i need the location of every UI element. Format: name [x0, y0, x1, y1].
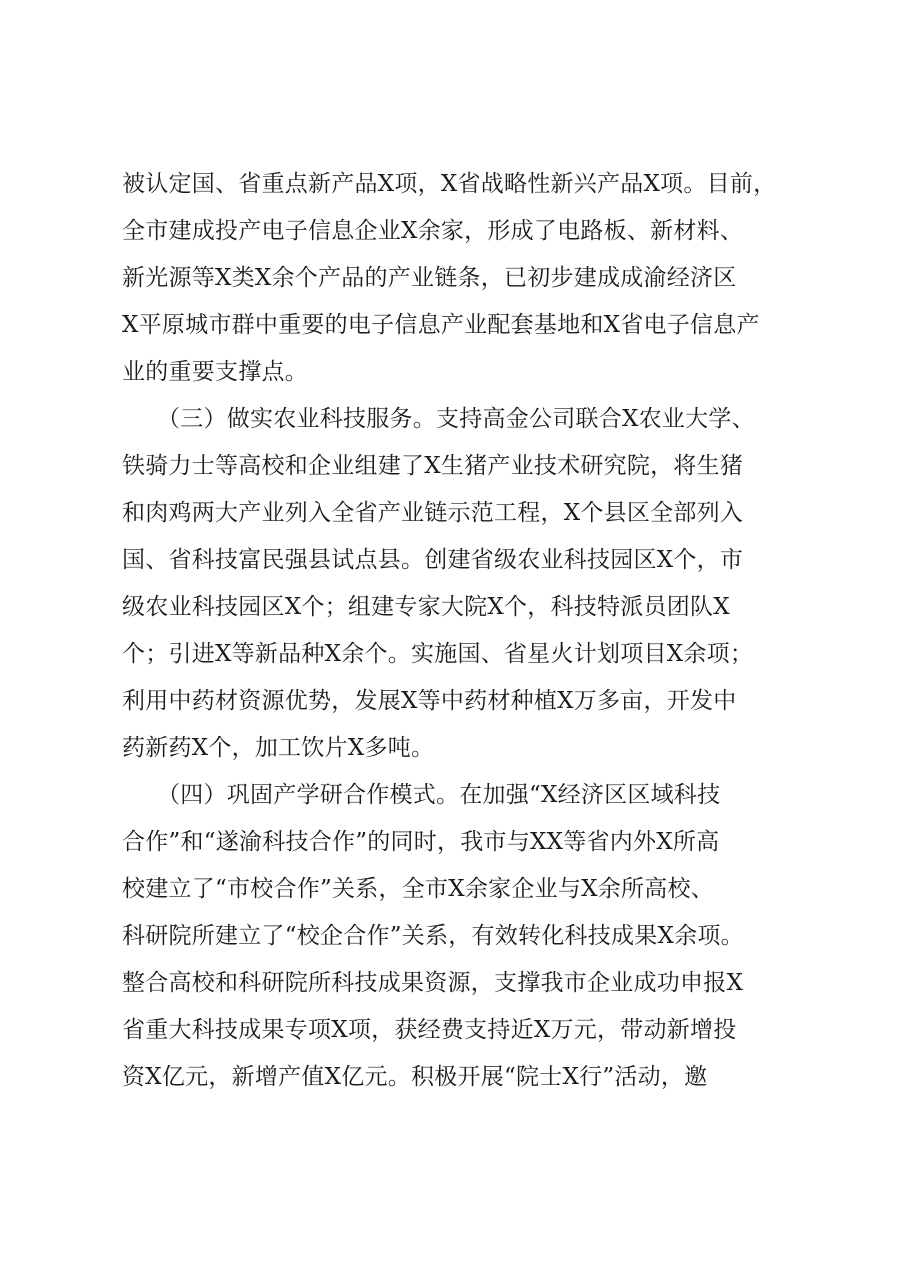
text-line: 省重大科技成果专项X项，获经费支持近X万元，带动新增投 — [122, 1017, 737, 1043]
text-line: 级农业科技园区X个；组建专家大院X个，科技特派员团队X — [122, 594, 730, 620]
text-line: 资X亿元，新增产值X亿元。积极开展“院士X行”活动，邀 — [122, 1064, 708, 1090]
text-line: 药新药X个，加工饮片X多吨。 — [122, 735, 435, 761]
text-line: 新光源等X类X余个产品的产业链条，已初步建成成渝经济区 — [122, 265, 737, 291]
text-line: 个；引进X等新品种X余个。实施国、省星火计划项目X余项； — [122, 641, 754, 667]
text-line: 铁骑力士等高校和企业组建了X生猪产业技术研究院，将生猪 — [122, 453, 744, 479]
text-line: 合作”和“遂渝科技合作”的同时，我市与XX等省内外X所高 — [122, 829, 720, 855]
document-body — [122, 163, 828, 1103]
text-line: 科研院所建立了“校企合作”关系，有效转化科技成果X余项。 — [122, 923, 744, 949]
text-line: 利用中药材资源优势，发展X等中药材种植X万多亩，开发中 — [122, 688, 737, 714]
section-heading-line: （四）巩固产学研合作模式。在加强“X经济区区域科技 — [122, 782, 721, 808]
text-line: 国、省科技富民强县试点县。创建省级农业科技园区X个，市 — [122, 547, 744, 573]
text-line: 整合高校和科研院所科技成果资源，支撑我市企业成功申报X — [122, 970, 744, 996]
text-line: 业的重要支撑点。 — [122, 359, 308, 385]
text-line: X平原城市群中重要的电子信息产业配套基地和X省电子信息产 — [122, 312, 760, 338]
text-line: 被认定国、省重点新产品X项，X省战略性新兴产品X项。目前， — [122, 171, 777, 197]
text-line: 全市建成投产电子信息企业X余家，形成了电路板、新材料、 — [122, 218, 744, 244]
text-line: 校建立了“市校合作”关系，全市X余家企业与X余所高校、 — [122, 876, 715, 902]
text-line: 和肉鸡两大产业列入全省产业链示范工程，X个县区全部列入 — [122, 500, 744, 526]
section-heading-line: （三）做实农业科技服务。支持高金公司联合X农业大学、 — [122, 406, 755, 432]
